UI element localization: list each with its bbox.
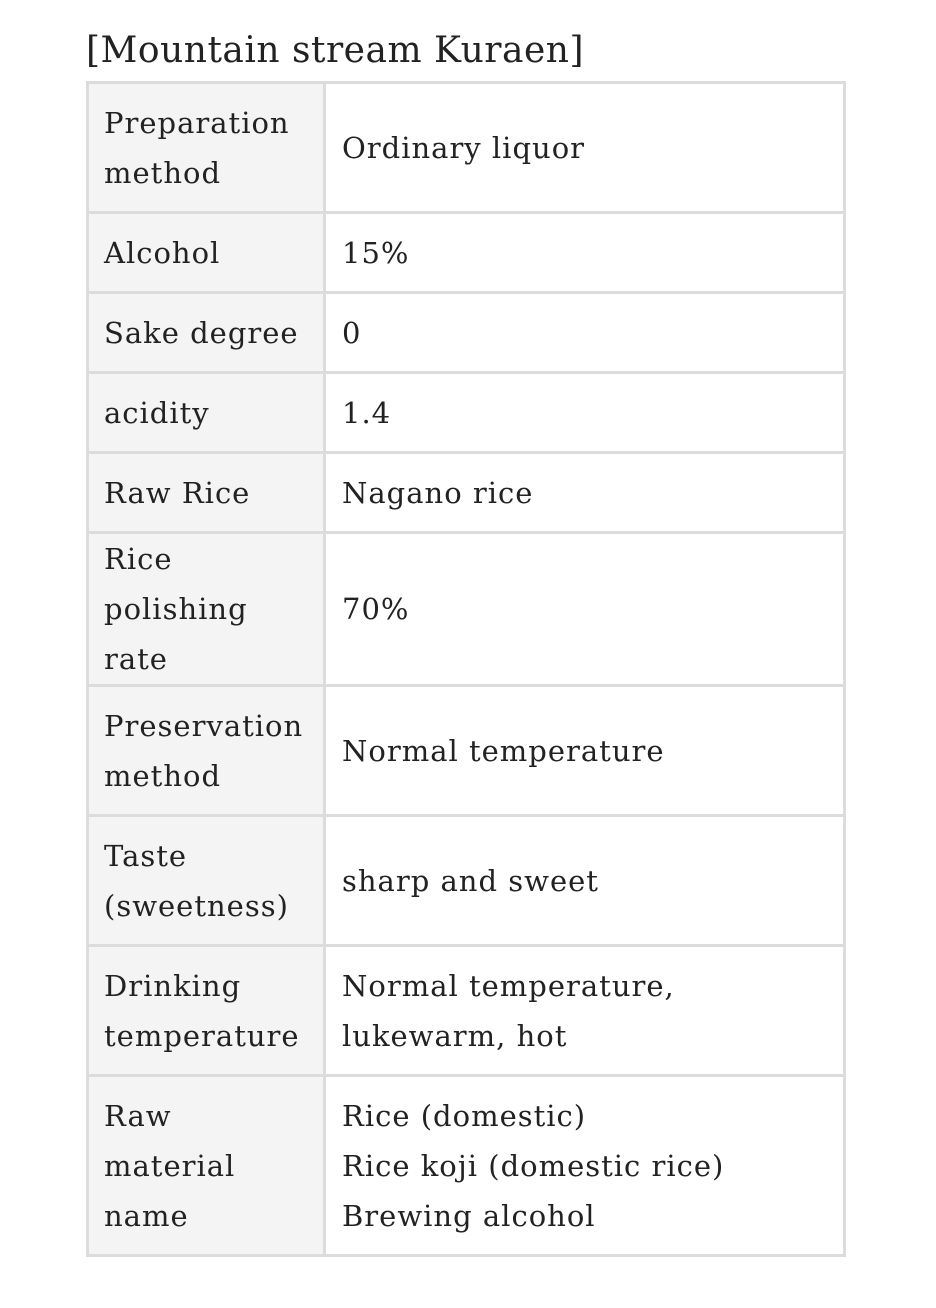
spec-table xyxy=(86,81,846,1257)
row-value: Nagano rice xyxy=(325,453,845,533)
table-row-acidity xyxy=(88,373,845,453)
row-label: Raw material name xyxy=(88,1076,325,1256)
row-value: Normal temperature xyxy=(325,686,845,816)
row-label: Alcohol xyxy=(88,213,325,293)
row-label: Preparation method xyxy=(88,83,325,213)
row-value: Ordinary liquor xyxy=(325,83,845,213)
row-label: Sake degree xyxy=(88,293,325,373)
table-row-preservation-method xyxy=(88,686,845,816)
row-value: 15% xyxy=(325,213,845,293)
row-label: Taste (sweetness) xyxy=(88,816,325,946)
table-row-raw-rice xyxy=(88,453,845,533)
raw-material-line: Rice koji (domestic rice) xyxy=(342,1148,725,1183)
row-label: Rice polishing rate xyxy=(88,533,325,686)
table-row-drinking-temperature xyxy=(88,946,845,1076)
table-row-taste xyxy=(88,816,845,946)
raw-material-line: Brewing alcohol xyxy=(342,1198,596,1233)
table-row-alcohol xyxy=(88,213,845,293)
table-row-sake-degree xyxy=(88,293,845,373)
row-value: 70% xyxy=(325,533,845,686)
table-row-rice-polishing-rate xyxy=(88,533,845,686)
product-spec-sheet xyxy=(86,26,846,1257)
row-label: Raw Rice xyxy=(88,453,325,533)
table-row-raw-material-name xyxy=(88,1076,845,1256)
row-value: sharp and sweet xyxy=(325,816,845,946)
row-value: Normal temperature, lukewarm, hot xyxy=(325,946,845,1076)
row-value: 1.4 xyxy=(325,373,845,453)
row-label: Preservation method xyxy=(88,686,325,816)
raw-material-line: Rice (domestic) xyxy=(342,1098,587,1133)
row-value xyxy=(325,1076,845,1256)
row-label: acidity xyxy=(88,373,325,453)
row-label: Drinking temperature xyxy=(88,946,325,1076)
product-title: [Mountain stream Kuraen] xyxy=(86,30,585,71)
row-value: 0 xyxy=(325,293,845,373)
table-row-preparation-method xyxy=(88,83,845,213)
